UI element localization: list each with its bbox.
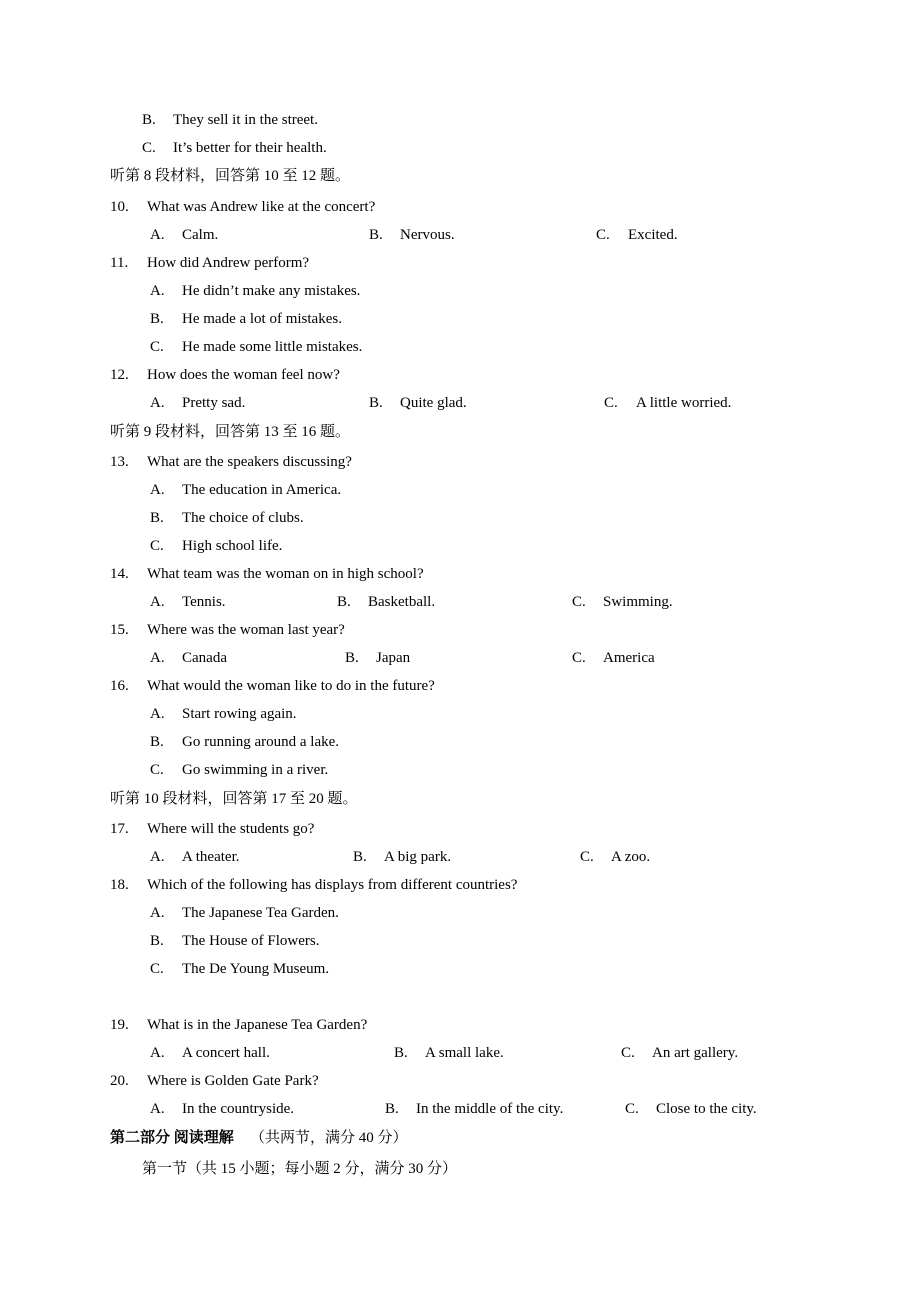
option-letter: A. (150, 905, 165, 921)
question-text: What would the woman like to do in the future? (147, 678, 435, 694)
option-text: A theater. (182, 849, 240, 865)
option-letter: C. (604, 395, 618, 411)
question-number: 15. (110, 622, 129, 638)
option-text: A small lake. (425, 1045, 504, 1061)
option-letter: B. (369, 227, 383, 243)
option-letter: C. (572, 650, 586, 666)
question-number: 10. (110, 199, 129, 215)
option-text: He made a lot of mistakes. (182, 311, 342, 327)
section-heading: 听第 10 段材料，回答第 17 至 20 题。 (110, 791, 358, 807)
option-text: The De Young Museum. (182, 961, 330, 977)
option-text: A zoo. (611, 849, 651, 865)
question-text: Which of the following has displays from different countries? (147, 877, 518, 893)
option-text: Calm. (182, 227, 219, 243)
option-text: The House of Flowers. (182, 933, 320, 949)
option-text: The choice of clubs. (182, 510, 304, 526)
option-letter: C. (625, 1101, 639, 1117)
option-text: In the countryside. (182, 1101, 295, 1117)
option-text: Excited. (628, 227, 678, 243)
part-note: （共两节，满分 40 分） (250, 1130, 408, 1146)
option-text: The education in America. (182, 482, 342, 498)
question-text: What team was the woman on in high school? (147, 566, 424, 582)
option-letter: A. (150, 650, 165, 666)
option-text: Go running around a lake. (182, 734, 340, 750)
option-letter: B. (345, 650, 359, 666)
question-text: Where is Golden Gate Park? (147, 1073, 319, 1089)
option-letter: C. (572, 594, 586, 610)
question-number: 18. (110, 877, 129, 893)
option-letter: B. (142, 112, 156, 128)
option-text: He didn’t make any mistakes. (182, 283, 361, 299)
option-letter: B. (369, 395, 383, 411)
question-number: 16. (110, 678, 129, 694)
option-letter: B. (394, 1045, 408, 1061)
option-text: Canada (182, 650, 227, 666)
option-letter: C. (580, 849, 594, 865)
option-text: Quite glad. (400, 395, 467, 411)
question-number: 17. (110, 821, 129, 837)
option-letter: B. (150, 734, 164, 750)
option-text: Japan (376, 650, 411, 666)
option-text: A concert hall. (182, 1045, 270, 1061)
option-letter: A. (150, 1045, 165, 1061)
option-text: America (603, 650, 655, 666)
question-text: How does the woman feel now? (147, 367, 340, 383)
option-letter: C. (150, 339, 164, 355)
option-text: Nervous. (400, 227, 455, 243)
question-number: 11. (110, 255, 129, 271)
option-letter: A. (150, 283, 165, 299)
question-number: 20. (110, 1073, 129, 1089)
option-text: Tennis. (182, 594, 226, 610)
section-heading: 听第 9 段材料，回答第 13 至 16 题。 (110, 424, 351, 440)
option-text: A little worried. (636, 395, 732, 411)
option-text: Go swimming in a river. (182, 762, 329, 778)
option-letter: B. (337, 594, 351, 610)
option-text: He made some little mistakes. (182, 339, 363, 355)
question-number: 12. (110, 367, 129, 383)
section-title: 第一节（共 15 小题；每小题 2 分，满分 30 分） (142, 1161, 458, 1177)
question-number: 14. (110, 566, 129, 582)
question-text: What are the speakers discussing? (147, 454, 352, 470)
option-letter: A. (150, 849, 165, 865)
option-letter: A. (150, 395, 165, 411)
option-letter: C. (596, 227, 610, 243)
option-letter: C. (150, 762, 164, 778)
option-text: An art gallery. (652, 1045, 739, 1061)
option-text: They sell it in the street. (173, 112, 318, 128)
option-letter: B. (385, 1101, 399, 1117)
option-letter: C. (621, 1045, 635, 1061)
option-text: In the middle of the city. (416, 1101, 564, 1117)
question-text: What is in the Japanese Tea Garden? (147, 1017, 368, 1033)
option-letter: B. (150, 311, 164, 327)
option-letter: B. (150, 933, 164, 949)
option-letter: A. (150, 227, 165, 243)
option-letter: C. (142, 140, 156, 156)
option-letter: B. (150, 510, 164, 526)
question-text: Where will the students go? (147, 821, 315, 837)
option-text: Basketball. (368, 594, 436, 610)
option-text: Pretty sad. (182, 395, 246, 411)
option-letter: A. (150, 1101, 165, 1117)
option-text: Close to the city. (656, 1101, 757, 1117)
question-text: Where was the woman last year? (147, 622, 345, 638)
question-text: What was Andrew like at the concert? (147, 199, 376, 215)
option-text: The Japanese Tea Garden. (182, 905, 339, 921)
question-number: 13. (110, 454, 129, 470)
option-letter: A. (150, 482, 165, 498)
part-title: 第二部分 阅读理解 (110, 1130, 234, 1146)
option-text: Swimming. (603, 594, 673, 610)
option-text: It’s better for their health. (173, 140, 327, 156)
section-heading: 听第 8 段材料，回答第 10 至 12 题。 (110, 168, 351, 184)
option-letter: B. (353, 849, 367, 865)
question-text: How did Andrew perform? (147, 255, 310, 271)
option-letter: A. (150, 594, 165, 610)
option-text: Start rowing again. (182, 706, 297, 722)
option-letter: C. (150, 961, 164, 977)
option-letter: A. (150, 706, 165, 722)
option-text: High school life. (182, 538, 283, 554)
option-text: A big park. (384, 849, 452, 865)
option-letter: C. (150, 538, 164, 554)
question-number: 19. (110, 1017, 129, 1033)
